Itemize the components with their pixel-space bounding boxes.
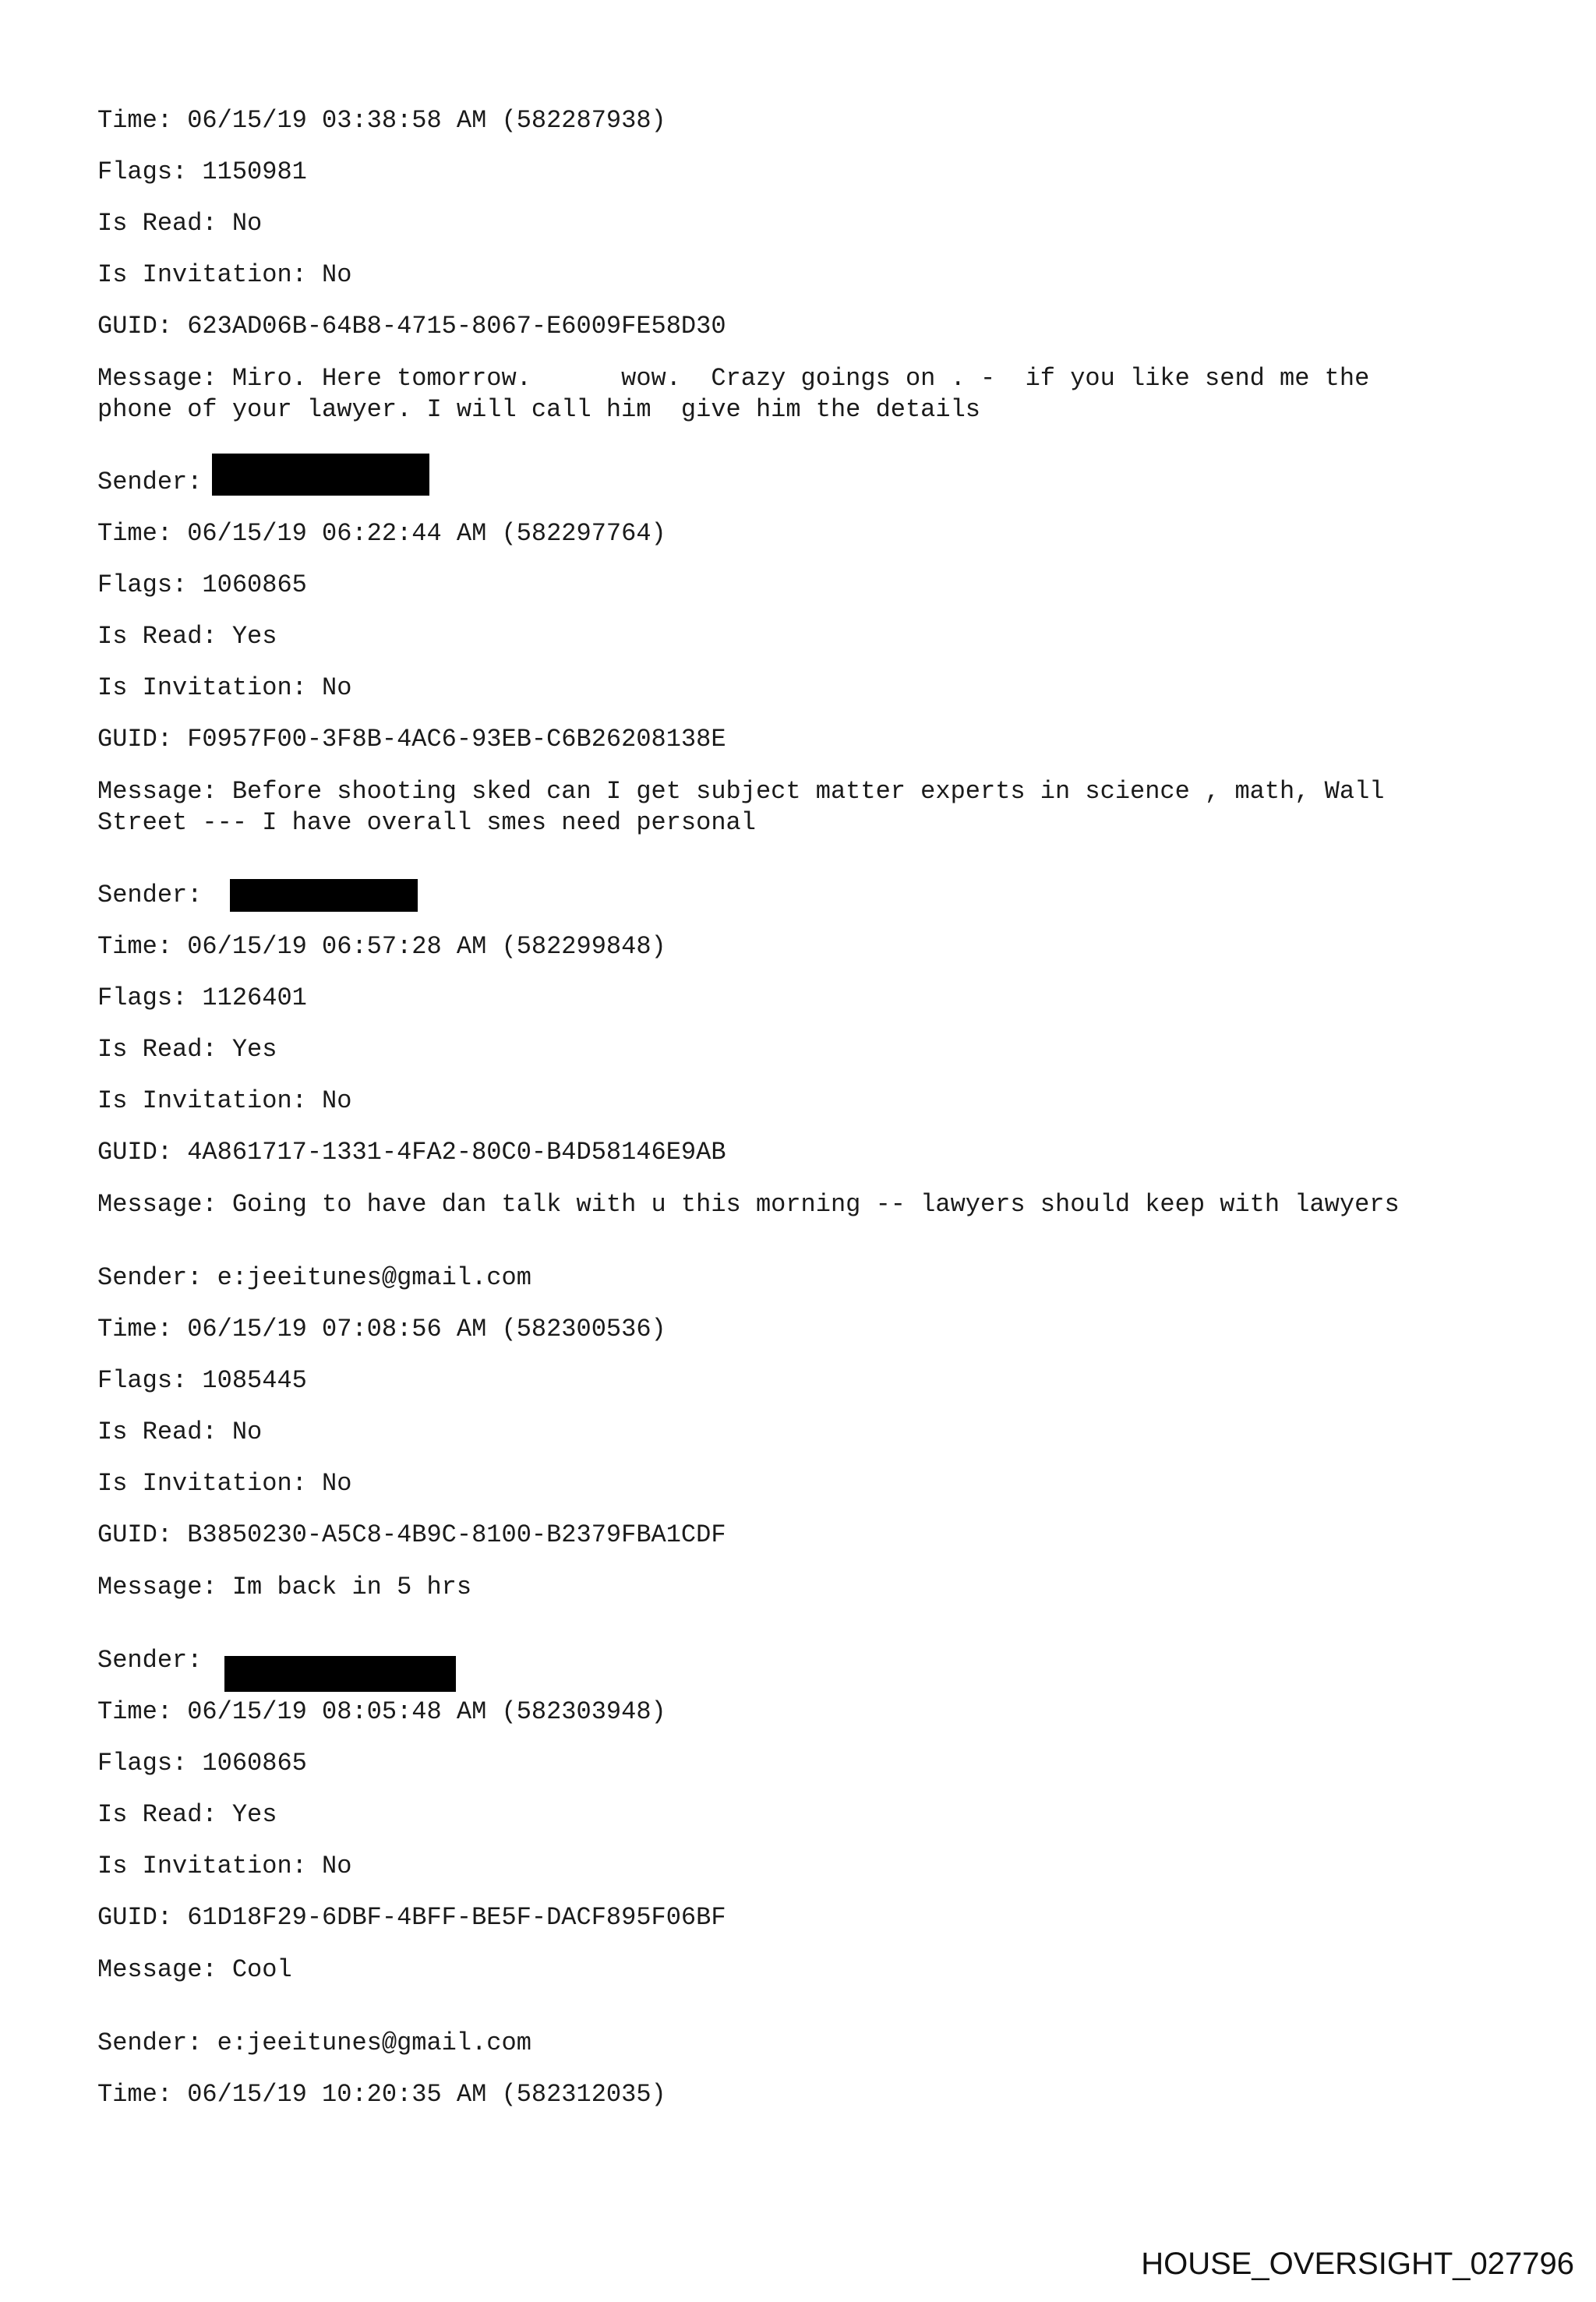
redaction-box	[212, 454, 429, 496]
record-sender: Sender:	[97, 468, 203, 496]
record-is-invitation: Is Invitation: No	[97, 1469, 352, 1498]
record-is-invitation: Is Invitation: No	[97, 1086, 352, 1115]
redaction-box	[230, 879, 418, 912]
record-guid: GUID: 61D18F29-6DBF-4BFF-BE5F-DACF895F06BF	[97, 1903, 726, 1932]
record-is-read: Is Read: No	[97, 1418, 263, 1446]
record-time: Time: 06/15/19 06:57:28 AM (582299848)	[97, 932, 666, 961]
record-message: Message: Before shooting sked can I get subject matter experts in science , math, Wall Street --- I have overall smes need personal	[97, 777, 1385, 837]
record-is-invitation: Is Invitation: No	[97, 673, 352, 702]
record-flags: Flags: 1150981	[97, 157, 307, 186]
record-guid: GUID: 4A861717-1331-4FA2-80C0-B4D58146E9AB	[97, 1138, 726, 1167]
record-flags: Flags: 1126401	[97, 983, 307, 1012]
record-is-read: Is Read: Yes	[97, 622, 277, 651]
record-is-read: Is Read: Yes	[97, 1800, 277, 1829]
record-sender: Sender: e:jeeitunes@gmail.com	[97, 2028, 531, 2057]
record-time: Time: 06/15/19 07:08:56 AM (582300536)	[97, 1315, 666, 1343]
record-guid: GUID: F0957F00-3F8B-4AC6-93EB-C6B26208138E	[97, 725, 726, 754]
record-time: Time: 06/15/19 08:05:48 AM (582303948)	[97, 1697, 666, 1726]
record-time: Time: 06/15/19 10:20:35 AM (582312035)	[97, 2080, 666, 2109]
record-time: Time: 06/15/19 03:38:58 AM (582287938)	[97, 106, 666, 135]
record-message: Message: Cool	[97, 1955, 292, 1984]
record-guid: GUID: B3850230-A5C8-4B9C-8100-B2379FBA1CDF	[97, 1520, 726, 1549]
record-sender: Sender:	[97, 881, 203, 909]
record-time: Time: 06/15/19 06:22:44 AM (582297764)	[97, 519, 666, 548]
record-sender: Sender:	[97, 1646, 203, 1675]
record-is-read: Is Read: Yes	[97, 1035, 277, 1064]
record-message: Message: Going to have dan talk with u this morning -- lawyers should keep with lawyers	[97, 1190, 1400, 1219]
record-is-invitation: Is Invitation: No	[97, 260, 352, 289]
record-is-read: Is Read: No	[97, 209, 263, 238]
record-flags: Flags: 1060865	[97, 570, 307, 599]
bates-number: HOUSE_OVERSIGHT_027796	[1141, 2247, 1574, 2281]
record-guid: GUID: 623AD06B-64B8-4715-8067-E6009FE58D30	[97, 312, 726, 341]
record-flags: Flags: 1060865	[97, 1749, 307, 1778]
record-message: Message: Im back in 5 hrs	[97, 1573, 472, 1601]
record-sender: Sender: e:jeeitunes@gmail.com	[97, 1263, 531, 1292]
record-message: Message: Miro. Here tomorrow. wow. Crazy goings on . - if you like send me the phone of your lawyer. I will call him give him the details	[97, 364, 1370, 424]
record-flags: Flags: 1085445	[97, 1366, 307, 1395]
record-is-invitation: Is Invitation: No	[97, 1852, 352, 1880]
redaction-box	[224, 1656, 456, 1692]
